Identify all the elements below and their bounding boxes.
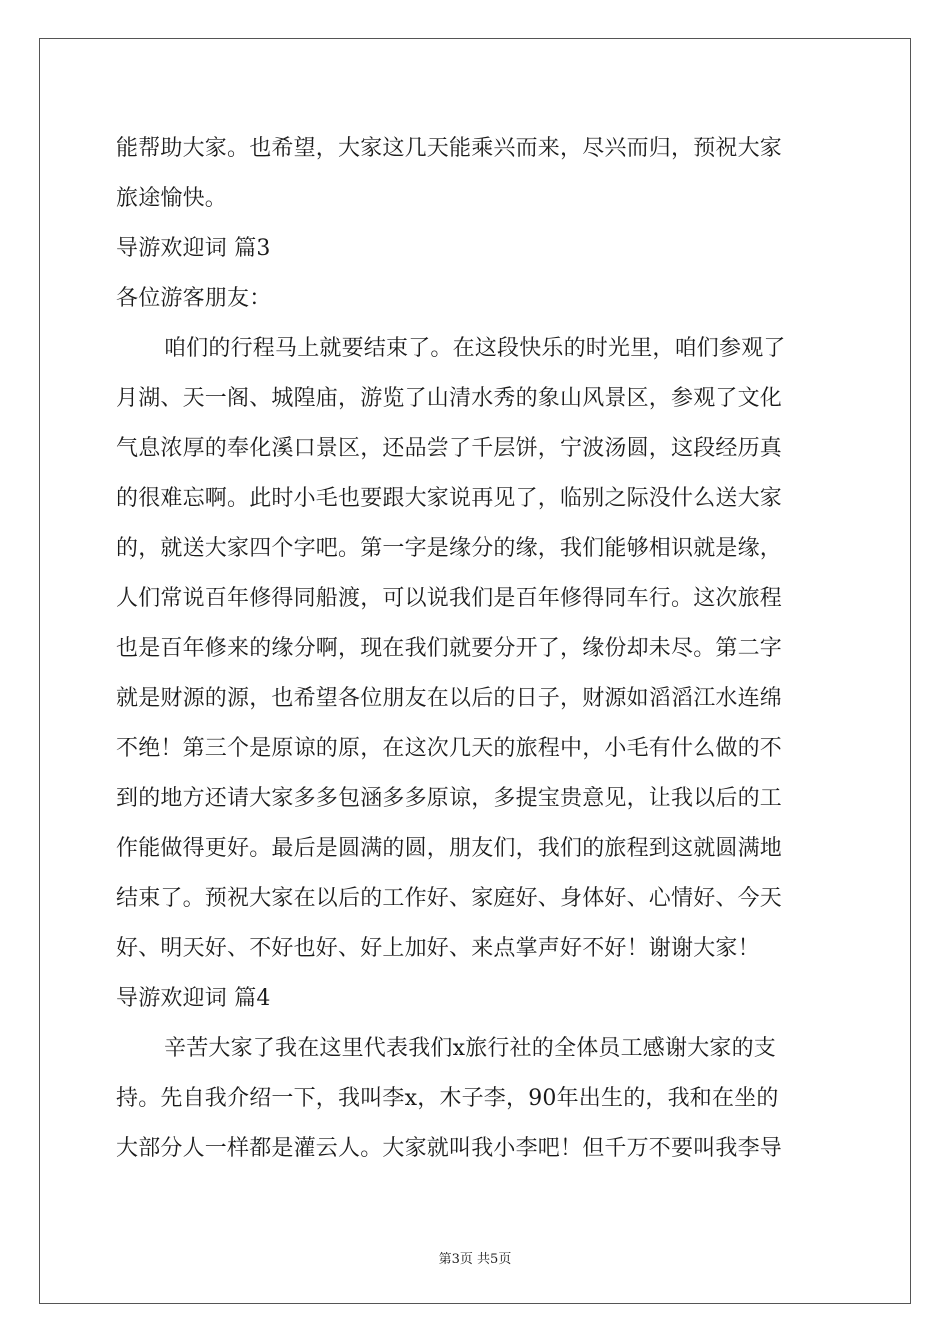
page-footer: 第3页 共5页 <box>438 1252 512 1267</box>
section-heading: 导游欢迎词 篇3 <box>116 236 271 261</box>
paragraph-start: 辛苦大家了我在这里代表我们x旅行社的全体员工感谢大家的支 <box>164 1036 777 1061</box>
text-line: 的很难忘啊。此时小毛也要跟大家说再见了，临别之际没什么送大家 <box>116 486 783 511</box>
text-line: 旅途愉快。 <box>116 186 228 211</box>
text-line: 气息浓厚的奉化溪口景区，还品尝了千层饼，宁波汤圆，这段经历真 <box>116 436 783 461</box>
text-line: 也是百年修来的缘分啊，现在我们就要分开了，缘份却未尽。第二字 <box>116 636 783 661</box>
text-line: 大部分人一样都是灌云人。大家就叫我小李吧！但千万不要叫我李导 <box>116 1136 783 1161</box>
paragraph-start: 咱们的行程马上就要结束了。在这段快乐的时光里，咱们参观了 <box>164 336 786 361</box>
text-line: 结束了。预祝大家在以后的工作好、家庭好、身体好、心情好、今天 <box>116 886 783 911</box>
text-line: 好、明天好、不好也好、好上加好、来点掌声好不好！谢谢大家！ <box>116 936 760 961</box>
section-heading: 导游欢迎词 篇4 <box>116 986 271 1011</box>
text-line: 持。先自我介绍一下，我叫李x，木子李，90年出生的，我和在坐的 <box>116 1086 779 1111</box>
document-body <box>116 124 836 1174</box>
text-line: 就是财源的源，也希望各位朋友在以后的日子，财源如滔滔江水连绵 <box>116 686 783 711</box>
salutation: 各位游客朋友： <box>116 286 272 311</box>
text-line: 的，就送大家四个字吧。第一字是缘分的缘，我们能够相识就是缘， <box>116 536 783 561</box>
text-line: 不绝！第三个是原谅的原，在这次几天的旅程中，小毛有什么做的不 <box>116 736 783 761</box>
text-line: 能帮助大家。也希望，大家这几天能乘兴而来，尽兴而归，预祝大家 <box>116 136 783 161</box>
text-line: 月湖、天一阁、城隍庙，游览了山清水秀的象山风景区，参观了文化 <box>116 386 783 411</box>
text-line: 到的地方还请大家多多包涵多多原谅，多提宝贵意见，让我以后的工 <box>116 786 783 811</box>
text-line: 作能做得更好。最后是圆满的圆，朋友们，我们的旅程到这就圆满地 <box>116 836 783 861</box>
text-line: 人们常说百年修得同船渡，可以说我们是百年修得同车行。这次旅程 <box>116 586 783 611</box>
